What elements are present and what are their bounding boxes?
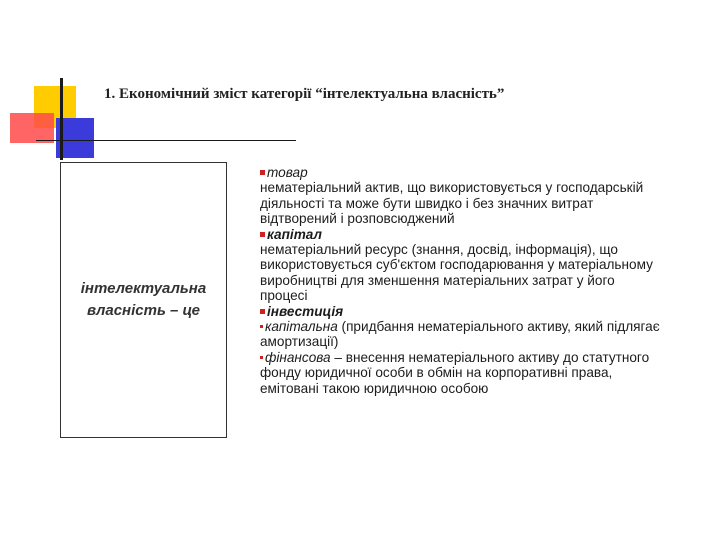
term-tovar: товар [267,165,308,180]
decor-horizontal-line [36,140,296,141]
item-kapital [260,227,660,242]
small-bullet-icon [260,356,263,359]
text-kapitalna: (придбання нематеріального активу, який підлягає амортизації) [260,319,660,350]
bullet-icon [260,170,265,175]
definition-box-text: інтелектуальна власність – це [80,280,207,319]
bullet-icon [260,232,265,237]
bullet-icon [260,309,265,314]
decor-red-square [10,113,54,143]
definition-tovar: нематеріальний актив, що використовується у господарській діяльності та може бути швидко і без значних витрат відтворений і розповсюджений [260,180,644,227]
sub-item-finansova [260,350,660,396]
term-finansova: фінансова [265,349,331,365]
content-list [260,165,660,396]
definition-box [60,162,227,438]
term-investytsiia: інвестиція [267,303,344,319]
decor-vertical-line [60,78,63,160]
item-tovar [260,165,660,180]
definition-kapital: нематеріальний ресурс (знання, досвід, інформація), що використовується суб'єктом господарювання у матеріальному виробництві для зменшення матеріальних затрат у його процесі [260,242,653,304]
item-investytsiia [260,304,660,319]
text-finansova: – внесення нематеріального активу до статутного фонду юридичної особи в обмін на корпоративні права, емітовані такою юридичною особою [260,349,650,396]
term-kapital: капітал [267,226,322,242]
term-kapitalna: капітальна [265,319,338,335]
slide-title: 1. Економічний зміст категорії “інтелектуальна власність” [104,86,505,102]
sub-item-kapitalna [260,319,660,350]
small-bullet-icon [260,325,263,328]
